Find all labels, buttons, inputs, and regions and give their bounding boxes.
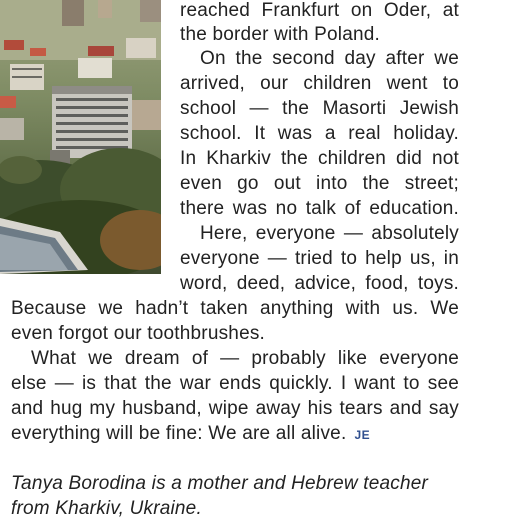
text-line-full-2: even forgot our toothbrushes. [11,323,266,344]
text-line-full-3: What we dream of — probably like everyone [31,348,459,369]
text-line-col-4: arrived, our children went to [180,73,459,94]
text-line-full-4: else — is that the war ends quickly. I want to see [11,373,459,394]
text-line-col-1: reached Frankfurt on Oder, at [180,0,459,21]
text-line-full-5: and hug my husband, wipe away his tears and say [11,398,459,419]
text-line-full-1: Because we hadn’t taken anything with us. We [11,298,459,319]
text-line-col-5: school — the Masorti Jewish [180,98,459,119]
text-line-full-6-text: everything will be fine: We are all alive. [11,423,347,444]
text-line-col-10: Here, everyone — absolutely [200,223,459,244]
city-photo [0,0,161,274]
text-line-col-9: there was no talk of education. [180,198,459,219]
byline-line-2: from Kharkiv, Ukraine. [11,498,202,519]
text-line-col-8: even go out into the street; [180,173,459,194]
text-line-col-3: On the second day after we [200,48,459,69]
text-line-col-6: school. It was a real holiday. [180,123,459,144]
text-line-col-7: In Kharkiv the children did not [180,148,459,169]
text-line-col-11: everyone — tried to help us, in [180,248,459,269]
text-line-full-6 [11,421,459,448]
end-mark: JE [354,428,371,442]
text-line-col-2: the border with Poland. [180,24,380,45]
text-line-col-12: word, deed, advice, food, toys. [180,273,459,294]
city-photo-illustration [0,0,161,274]
byline-line-1: Tanya Borodina is a mother and Hebrew teacher [11,473,429,494]
